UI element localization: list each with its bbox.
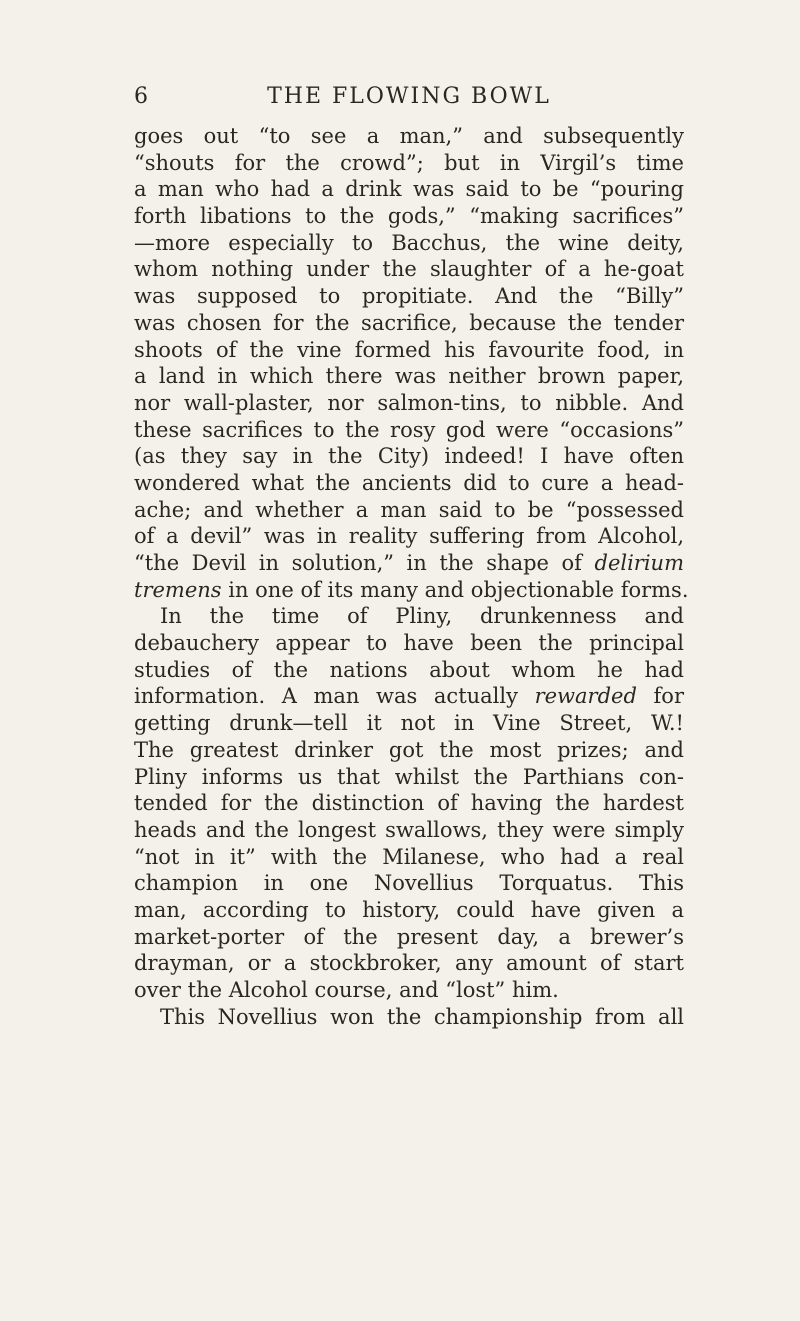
text-line: debauchery appear to have been the principal <box>134 631 684 656</box>
text-line: a land in which there was neither brown paper, <box>134 364 684 389</box>
text-fragment: for <box>653 684 684 709</box>
paragraph-start-line: In the time of Pliny, drunkenness and <box>160 604 684 629</box>
running-title: THE FLOWING BOWL <box>267 84 551 109</box>
running-head <box>134 80 684 114</box>
text-line: market-porter of the present day, a brewer’s <box>134 924 684 949</box>
body-text <box>134 123 689 1030</box>
text-line-with-italic <box>134 683 684 710</box>
text-line: over the Alcohol course, and “lost” him. <box>134 978 559 1002</box>
text-line: getting drunk—tell it not in Vine Street, W.! <box>134 711 684 736</box>
text-line: heads and the longest swallows, they were simply <box>134 817 684 842</box>
text-line: champion in one Novellius Torquatus. This <box>134 871 684 896</box>
text-line: studies of the nations about whom he had <box>134 657 684 682</box>
text-line: a man who had a drink was said to be “pouring <box>134 177 684 202</box>
text-line: these sacrifices to the rosy god were “occasions” <box>134 417 684 442</box>
text-line: forth libations to the gods,” “making sacrifices” <box>134 204 684 229</box>
text-line: wondered what the ancients did to cure a head- <box>134 470 684 495</box>
text-line: (as they say in the City) indeed! I have often <box>134 444 684 469</box>
page-number: 6 <box>134 84 150 109</box>
text-line: drayman, or a stockbroker, any amount of start <box>134 951 684 976</box>
text-line: tended for the distinction of having the hardest <box>134 791 684 816</box>
text-line-with-italic <box>134 550 684 577</box>
text-fragment: information. A man was actually <box>134 684 518 709</box>
text-line: whom nothing under the slaughter of a he-goat <box>134 257 684 282</box>
text-line: nor wall-plaster, nor salmon-tins, to nibble. And <box>134 390 684 415</box>
text-line: man, according to history, could have given a <box>134 897 684 922</box>
italic-word: tremens <box>134 577 222 602</box>
text-line: shoots of the vine formed his favourite food, in <box>134 337 684 362</box>
text-line: Pliny informs us that whilst the Parthians con- <box>134 764 684 789</box>
text-line-with-italic <box>134 577 689 604</box>
text-line: was chosen for the sacrifice, because the tender <box>134 310 684 335</box>
italic-word: rewarded <box>534 684 637 709</box>
text-line: goes out “to see a man,” and subsequently <box>134 124 684 148</box>
text-line: The greatest drinker got the most prizes; and <box>134 737 684 762</box>
italic-word: delirium <box>594 551 684 575</box>
paragraph-start-line: This Novellius won the championship from all <box>160 1004 684 1029</box>
text-line: —more especially to Bacchus, the wine deity, <box>134 230 684 255</box>
text-line: “shouts for the crowd”; but in Virgil’s time <box>134 150 684 175</box>
text-line: “not in it” with the Milanese, who had a real <box>134 844 684 869</box>
text-fragment: in one of its many and objectionable forms. <box>228 577 689 602</box>
text-line: ache; and whether a man said to be “possessed <box>134 497 684 522</box>
text-line: of a devil” was in reality suffering from Alcohol, <box>134 524 684 549</box>
text-line: was supposed to propitiate. And the “Billy” <box>134 284 684 309</box>
text-fragment: “the Devil in solution,” in the shape of <box>134 551 582 575</box>
